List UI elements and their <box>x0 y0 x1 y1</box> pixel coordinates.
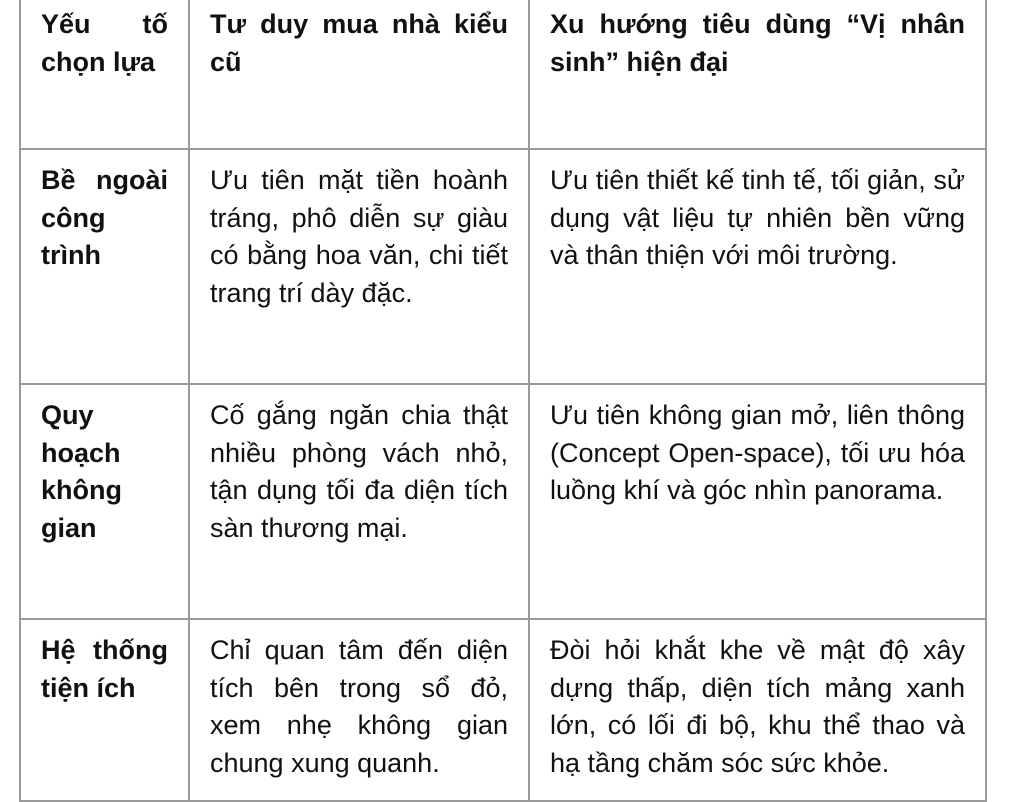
table-row <box>20 149 986 384</box>
row-new-cell: Ưu tiên thiết kế tinh tế, tối giản, sử dụng vật liệu tự nhiên bền vững và thân thiện với môi trường. <box>529 149 986 384</box>
table-header-row <box>20 0 986 149</box>
row-old-cell: Ưu tiên mặt tiền hoành tráng, phô diễn sự giàu có bằng hoa văn, chi tiết trang trí dày đặc. <box>189 149 529 384</box>
row-new-cell: Ưu tiên không gian mở, liên thông (Concept Open-space), tối ưu hóa luồng khí và góc nhìn panorama. <box>529 384 986 619</box>
row-new-cell: Đòi hỏi khắt khe về mật độ xây dựng thấp, diện tích mảng xanh lớn, có lối đi bộ, khu thể thao và hạ tầng chăm sóc sức khỏe. <box>529 619 986 801</box>
row-factor-cell: Bề ngoài công trình <box>20 149 189 384</box>
comparison-table <box>19 0 987 802</box>
header-cell-factor: Yếu tố chọn lựa <box>20 0 189 149</box>
row-factor-cell: Quy hoạch không gian <box>20 384 189 619</box>
row-factor-cell: Hệ thống tiện ích <box>20 619 189 801</box>
row-old-cell: Chỉ quan tâm đến diện tích bên trong sổ đỏ, xem nhẹ không gian chung xung quanh. <box>189 619 529 801</box>
header-cell-old-mindset: Tư duy mua nhà kiểu cũ <box>189 0 529 149</box>
row-old-cell: Cố gắng ngăn chia thật nhiều phòng vách nhỏ, tận dụng tối đa diện tích sàn thương mại. <box>189 384 529 619</box>
table-row <box>20 619 986 801</box>
header-cell-modern-trend: Xu hướng tiêu dùng “Vị nhân sinh” hiện đại <box>529 0 986 149</box>
table-row <box>20 384 986 619</box>
